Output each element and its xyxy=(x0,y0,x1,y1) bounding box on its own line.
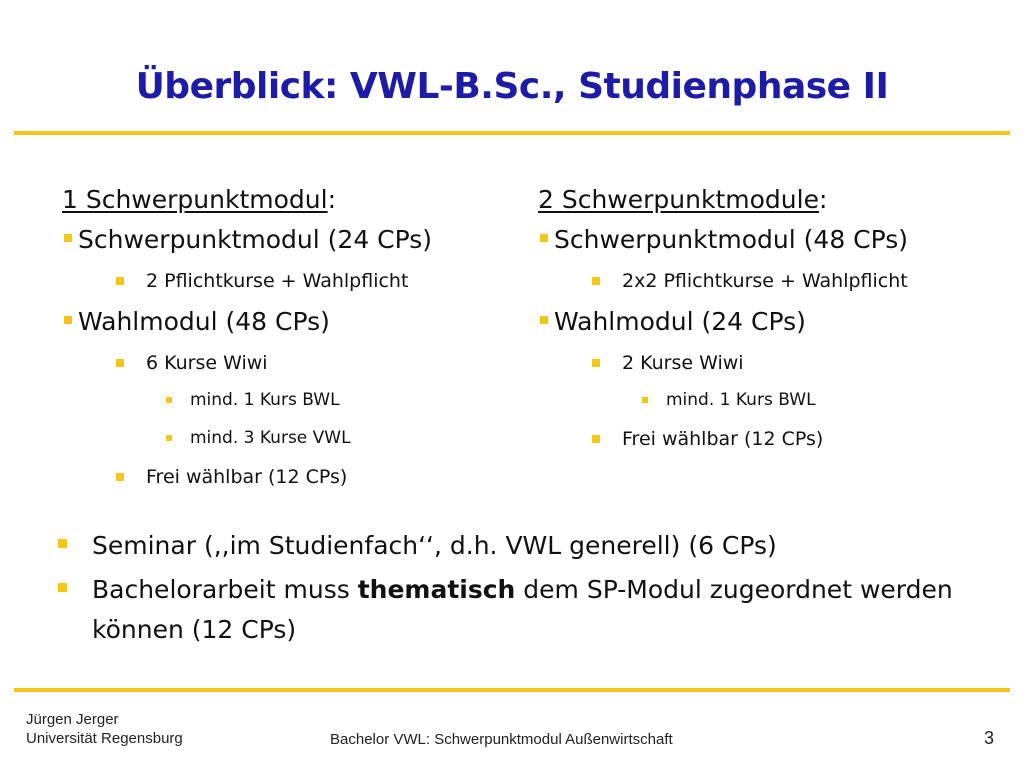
list-subitem-label: 2x2 Pflichtkurse + Wahlpflicht xyxy=(622,270,908,292)
list-item xyxy=(62,304,502,340)
square-bullet-icon xyxy=(592,435,600,443)
square-bullet-icon xyxy=(116,277,124,285)
footer-university: Universität Regensburg xyxy=(26,730,183,747)
list-subitem-label: Frei wählbar (12 CPs) xyxy=(146,466,348,488)
list-subsubitem xyxy=(62,386,502,414)
list-subitem xyxy=(538,424,1008,454)
slide-title: Überblick: VWL-B.Sc., Studienphase II xyxy=(135,66,889,107)
square-bullet-icon xyxy=(642,397,648,403)
bottom-item-text: Bachelorarbeit muss xyxy=(92,575,358,604)
footer-divider xyxy=(14,688,1010,692)
footer-author-block xyxy=(26,710,183,748)
footer-course-title: Bachelor VWL: Schwerpunktmodul Außenwirtschaft xyxy=(330,731,673,748)
right-column-heading xyxy=(538,180,1008,220)
bottom-item-emphasis: thematisch xyxy=(357,575,516,604)
list-item-label: Schwerpunktmodul (48 CPs) xyxy=(554,225,909,254)
bottom-item-thesis xyxy=(56,570,956,650)
list-subitem xyxy=(62,348,502,378)
list-subitem xyxy=(538,348,1008,378)
list-subitem-label: 2 Pflichtkurse + Wahlpflicht xyxy=(146,270,409,292)
square-bullet-icon xyxy=(116,359,124,367)
bottom-item-text: Seminar (,,im Studienfach‘‘, d.h. VWL generell) (6 CPs) xyxy=(92,531,777,560)
list-subitem xyxy=(62,462,502,492)
list-item-label: Wahlmodul (48 CPs) xyxy=(78,307,330,336)
bottom-list xyxy=(56,526,956,654)
right-heading-text: 2 Schwerpunktmodule xyxy=(538,185,819,214)
list-subitem-label: 2 Kurse Wiwi xyxy=(622,352,744,374)
square-bullet-icon xyxy=(592,277,600,285)
footer-author-name: Jürgen Jerger xyxy=(26,711,119,728)
square-bullet-icon xyxy=(116,473,124,481)
list-item-label: Schwerpunktmodul (24 CPs) xyxy=(78,225,433,254)
right-column xyxy=(538,180,1008,462)
square-bullet-icon xyxy=(166,397,172,403)
list-subsubitem-label: mind. 1 Kurs BWL xyxy=(190,390,340,410)
left-heading-text: 1 Schwerpunktmodul xyxy=(62,185,328,214)
right-heading-colon: : xyxy=(818,185,828,214)
list-subsubitem xyxy=(62,424,502,452)
left-heading-colon: : xyxy=(327,185,337,214)
page-number: 3 xyxy=(984,728,995,748)
list-item-label: Wahlmodul (24 CPs) xyxy=(554,307,806,336)
square-bullet-icon xyxy=(58,583,67,592)
list-subitem-label: 6 Kurse Wiwi xyxy=(146,352,268,374)
left-column xyxy=(62,180,502,500)
square-bullet-icon xyxy=(166,435,172,441)
list-item xyxy=(538,304,1008,340)
list-subitem xyxy=(62,266,502,296)
list-subitem-label: Frei wählbar (12 CPs) xyxy=(622,428,824,450)
list-subsubitem-label: mind. 1 Kurs BWL xyxy=(666,390,816,410)
square-bullet-icon xyxy=(64,234,72,242)
square-bullet-icon xyxy=(58,539,67,548)
square-bullet-icon xyxy=(592,359,600,367)
left-column-heading xyxy=(62,180,502,220)
title-divider xyxy=(14,131,1010,135)
list-subsubitem-label: mind. 3 Kurse VWL xyxy=(190,428,351,448)
list-item xyxy=(62,222,502,258)
list-subsubitem xyxy=(538,386,1008,414)
bottom-item-seminar xyxy=(56,526,956,566)
square-bullet-icon xyxy=(540,234,548,242)
list-item xyxy=(538,222,1008,258)
list-subitem xyxy=(538,266,1008,296)
square-bullet-icon xyxy=(64,316,72,324)
bottom-item-text-end: dem SP-Modul zugeordnet werden können (12 CPs) xyxy=(92,575,953,644)
square-bullet-icon xyxy=(540,316,548,324)
